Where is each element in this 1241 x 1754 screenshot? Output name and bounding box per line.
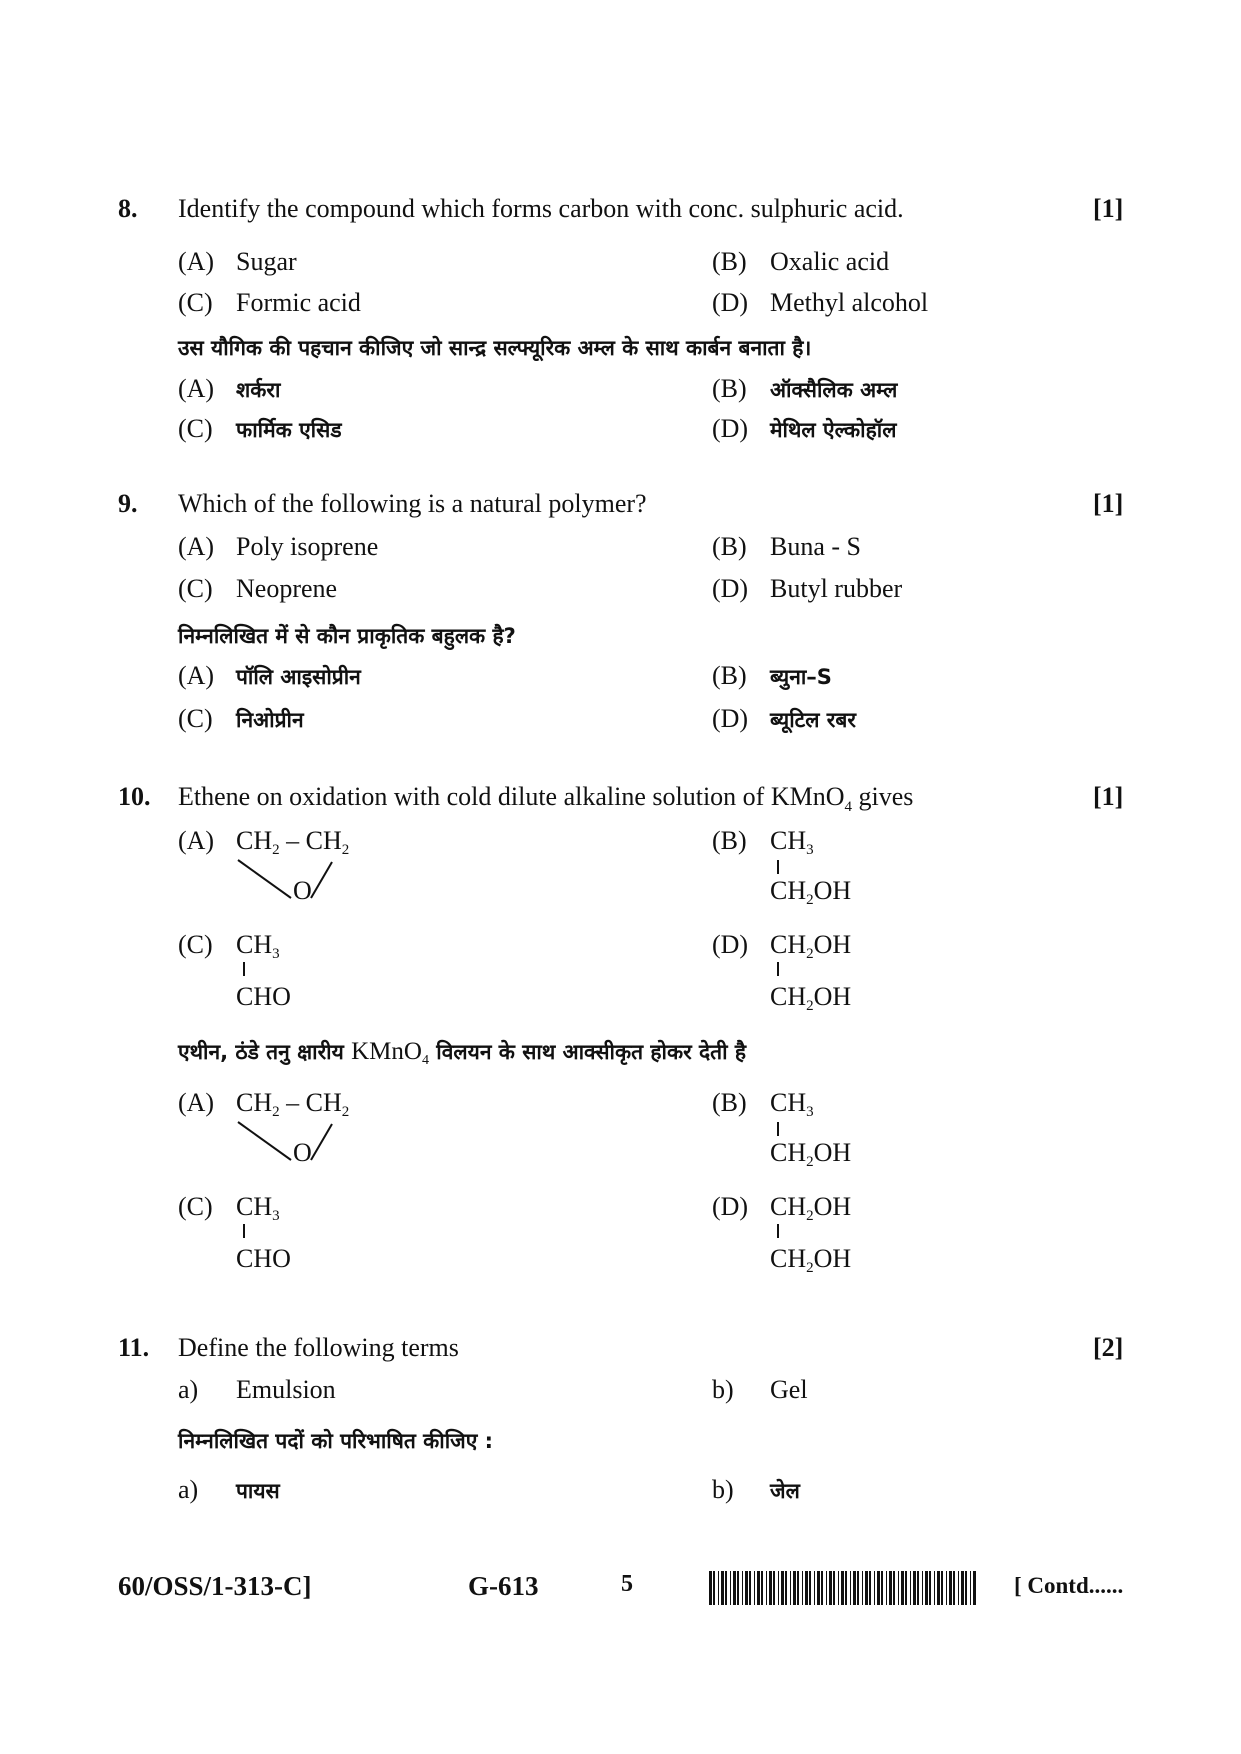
q9-option-b: (B) Buna - S [712,532,861,561]
q10-option-d-label: (D) [712,930,749,959]
q10-hindi-option-d-bottom: $CH_2OH$ [770,1244,852,1276]
q10-hindi-option-c-bottom: CHO [236,1244,291,1273]
q11-number: 11. [118,1333,150,1362]
q9-hindi-option-a: (A) पॉलि आइसोप्रीन [178,661,361,690]
q11-hindi-text: निम्नलिखित पदों को परिभाषित कीजिए : [178,1429,494,1453]
q8-option-a: (A) Sugar [178,247,297,276]
q8-option-b: (B) Oxalic acid [712,247,890,276]
q11-option-a: a) Emulsion [178,1375,336,1404]
q10-text: Ethene on oxidation with cold dilute alkaline solution of KMnO$_4$ gives [178,782,914,816]
q10-option-c-bottom: CHO [236,982,291,1011]
q9-option-a: (A) Poly isoprene [178,532,379,561]
q10-hindi-option-d-top: $CH_2OH$ [770,1192,852,1224]
q10-option-a-label: (A) [178,826,215,855]
q9-text: Which of the following is a natural polymer? [178,489,647,518]
q10-hindi-option-b-bond [777,1122,779,1136]
q10-hindi-option-c-top: $CH_3$ [236,1192,280,1224]
q10-option-c-bond [243,962,245,976]
q10-option-b-bond [777,860,779,874]
q8-option-c: (C) Formic acid [178,288,361,317]
q11-text: Define the following terms [178,1333,459,1362]
q8-hindi-option-a: (A) शर्करा [178,374,281,403]
q10-hindi-option-b-bottom: $CH_2OH$ [770,1138,852,1170]
q10-option-a-formula: $CH_2 - CH_2$ [236,826,350,858]
q8-option-d: (D) Methyl alcohol [712,288,929,317]
q10-hindi-option-d-bond [777,1224,779,1238]
q9-marks: [1] [1093,489,1124,518]
q10-option-b-top: $CH_3$ [770,826,814,858]
barcode-icon [709,1571,979,1607]
q10-number: 10. [118,782,151,811]
q9-hindi-option-d: (D) ब्यूटिल रबर [712,704,856,733]
q10-hindi-option-a-bonds [236,1120,336,1165]
q10-hindi-option-c-bond [243,1224,245,1238]
q10-hindi-option-b-label: (B) [712,1088,747,1117]
q9-option-d: (D) Butyl rubber [712,574,903,603]
q10-marks: [1] [1093,782,1124,811]
q9-number: 9. [118,489,138,518]
q8-hindi-option-d: (D) मेथिल ऐल्कोहॉल [712,414,897,443]
q8-text: Identify the compound which forms carbon with conc. sulphuric acid. [178,194,904,223]
q8-hindi-text: उस यौगिक की पहचान कीजिए जो सान्द्र सल्फ्यूरिक अम्ल के साथ कार्बन बनाता है। [178,336,812,360]
q9-hindi-option-b: (B) ब्युना–S [712,661,832,690]
q10-hindi-option-a-label: (A) [178,1088,215,1117]
q10-option-c-top: $CH_3$ [236,930,280,962]
q11-option-b: b) Gel [712,1375,808,1404]
q10-option-d-bottom: $CH_2OH$ [770,982,852,1014]
q8-number: 8. [118,194,138,223]
q8-hindi-option-c: (C) फार्मिक एसिड [178,414,342,443]
q10-option-d-bond [777,962,779,976]
footer-series: G-613 [468,1571,539,1601]
q9-hindi-option-c: (C) निओप्रीन [178,704,304,733]
q8-marks: [1] [1093,194,1124,223]
q10-option-a-bonds [236,858,336,903]
q10-option-b-bottom: $CH_2OH$ [770,876,852,908]
q10-hindi-option-c-label: (C) [178,1192,213,1221]
q10-hindi-option-a-oxygen: O [293,1138,312,1167]
q10-hindi-option-b-top: $CH_3$ [770,1088,814,1120]
q10-hindi-option-d-label: (D) [712,1192,749,1221]
q10-option-d-top: $CH_2OH$ [770,930,852,962]
q11-hindi-option-b: b) जेल [712,1475,800,1504]
q10-option-a-oxygen: O [293,876,312,905]
footer-page-number: 5 [621,1571,633,1597]
q10-option-b-label: (B) [712,826,747,855]
footer-contd: [ Contd...... [1014,1573,1124,1598]
q10-hindi-option-a-formula: $CH_2 - CH_2$ [236,1088,350,1120]
q9-hindi-text: निम्नलिखित में से कौन प्राकृतिक बहुलक है? [178,624,516,648]
q11-marks: [2] [1093,1333,1124,1362]
q10-option-c-label: (C) [178,930,213,959]
q8-hindi-option-b: (B) ऑक्सैलिक अम्ल [712,374,898,403]
q11-hindi-option-a: a) पायस [178,1475,280,1504]
footer-paper-code: 60/OSS/1-313-C] [118,1571,312,1601]
q9-option-c: (C) Neoprene [178,574,338,603]
q10-hindi-text: एथीन, ठंडे तनु क्षारीय KMnO$_4$ विलयन के साथ आक्सीकृत होकर देती है [178,1038,747,1069]
